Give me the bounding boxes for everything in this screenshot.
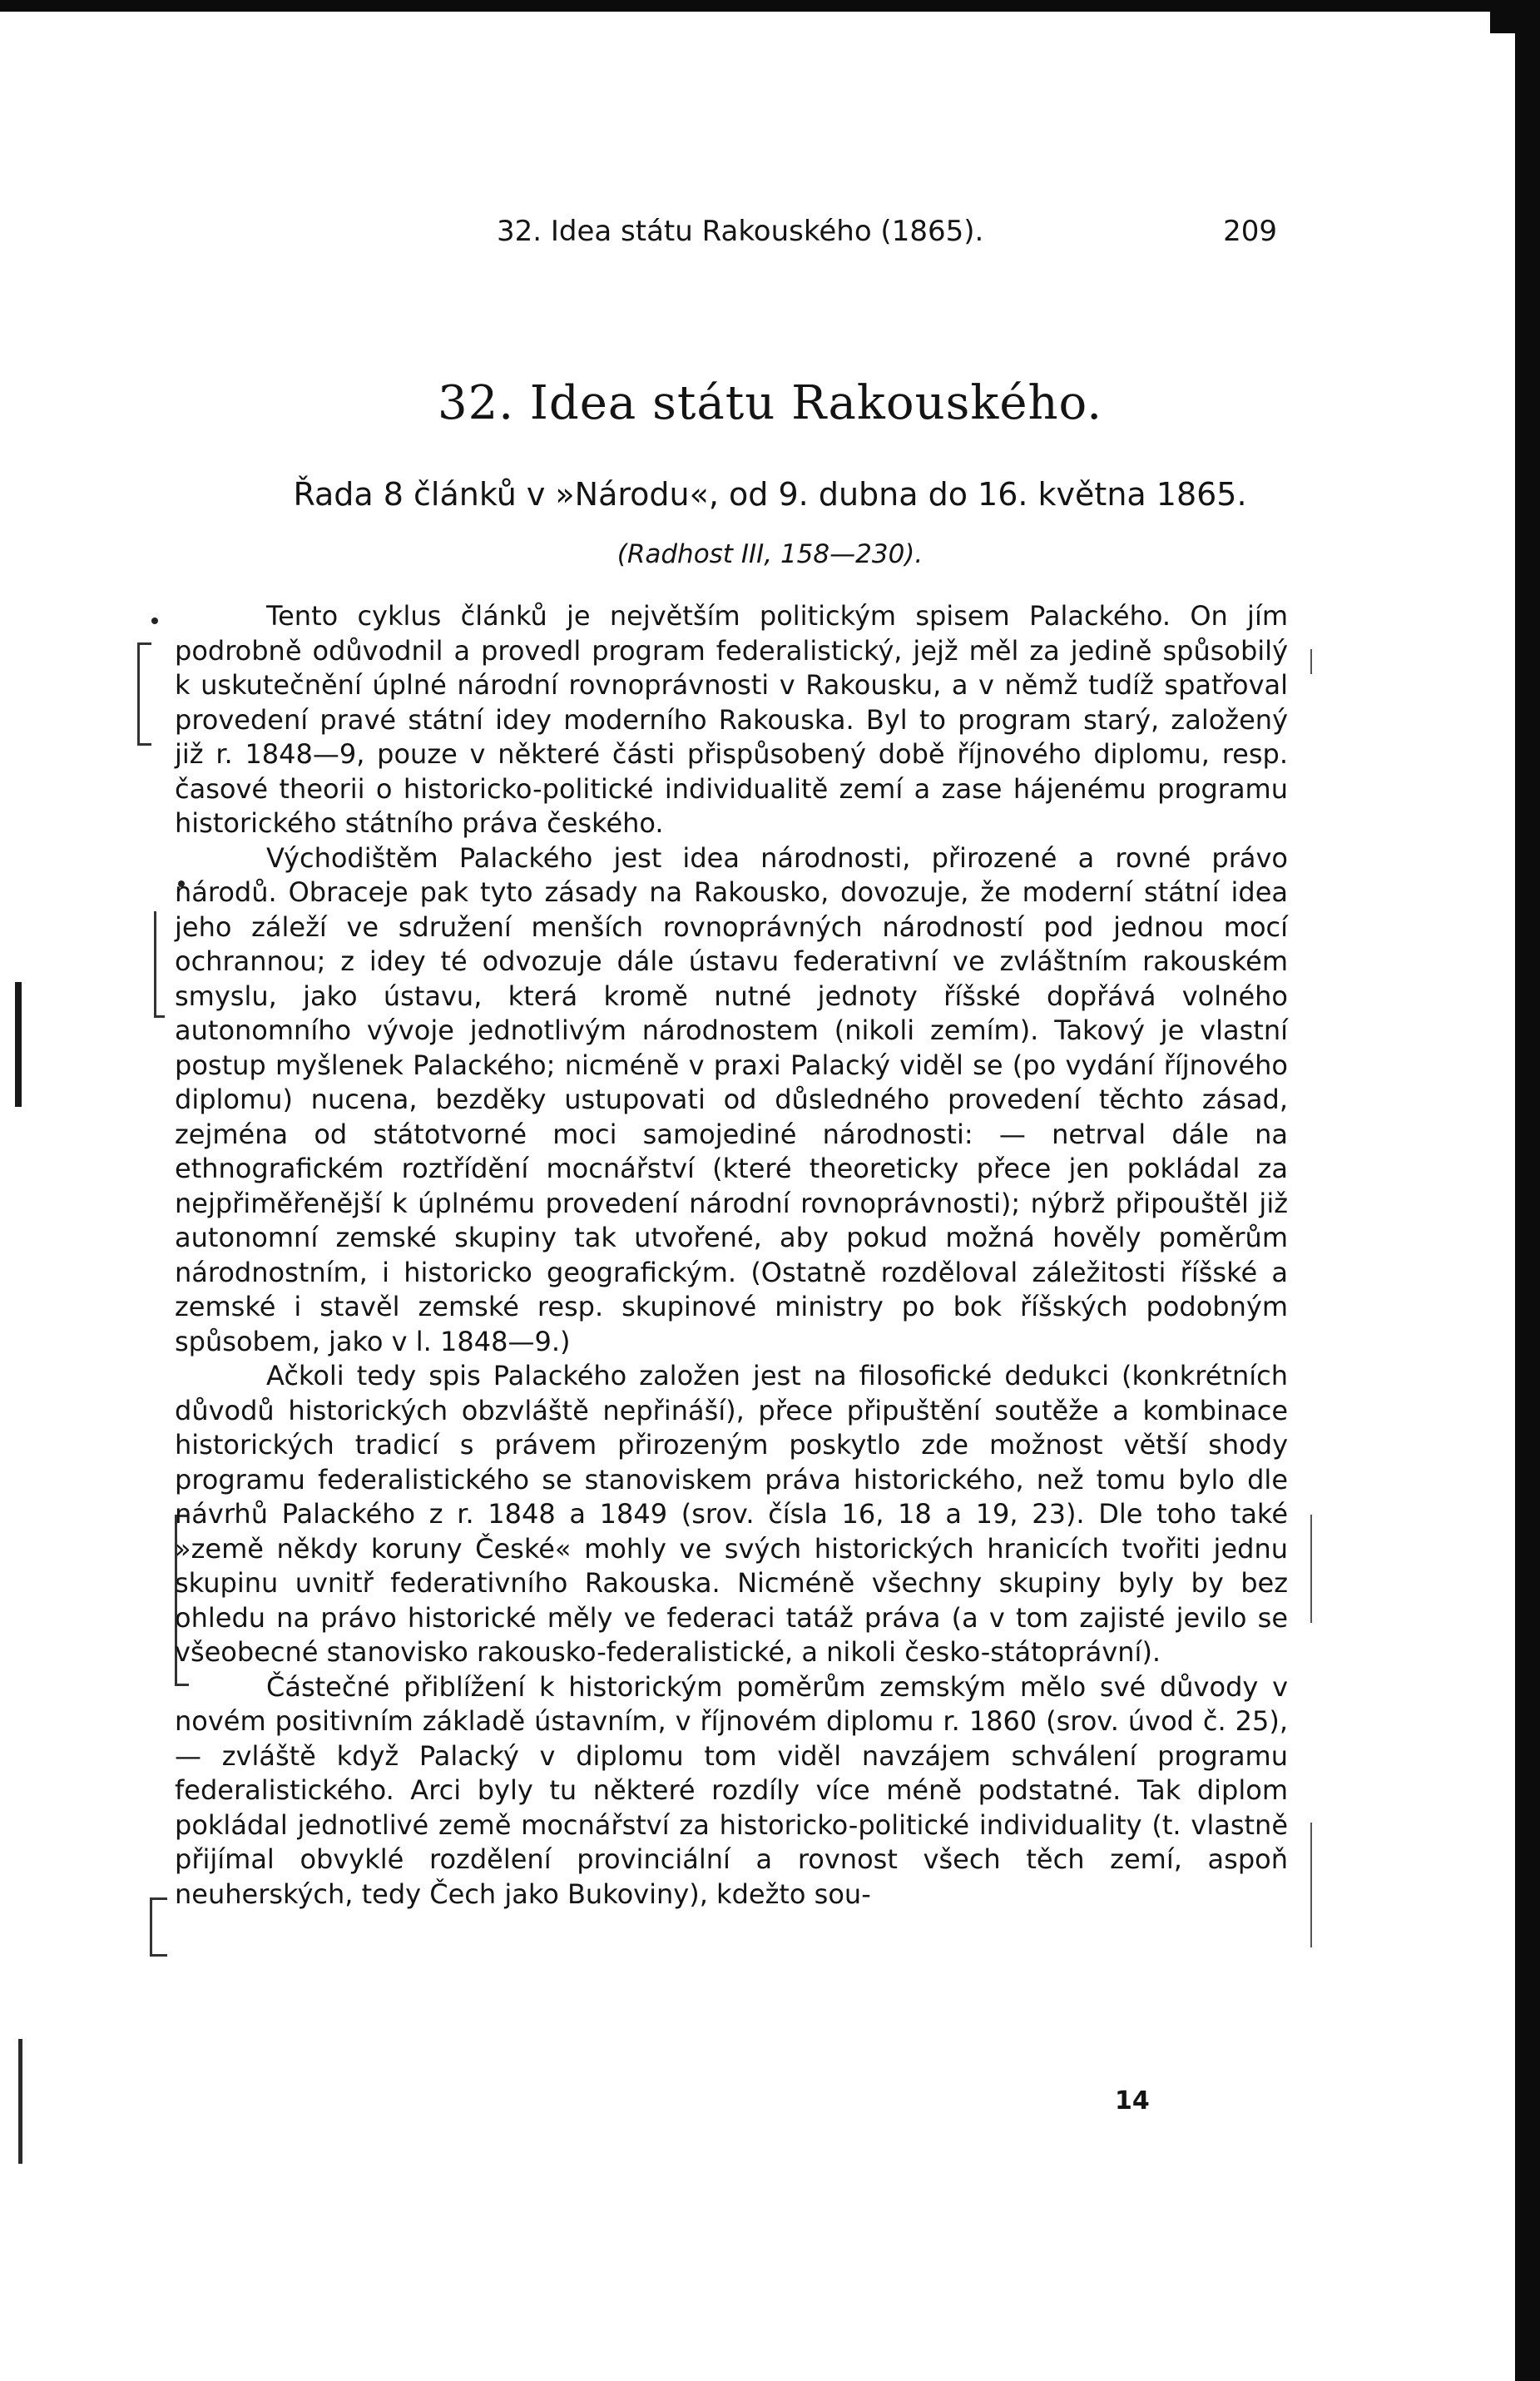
paragraph: Tento cyklus článků je největším politickým spisem Palackého. On jím podrobně odůvodnil a provedl program federalistický, jejž měl za jedině spůsobilý k uskutečnění úplné národní rovnoprávnosti v Rakousku, a v němž tudíž spatřoval provedení pravé státní idey moderního Rakouska. Byl to program starý, založený již r. 1848—9, pouze v některé části přispůsobený době říjnového diplomu, resp. časové theorii o historicko-politické individualitě zemí a zase hájenému programu historického státního práva českého. — [175, 600, 1288, 839]
paragraph: Částečné přiblížení k historickým poměrům zemským mělo své důvody v novém positivním základě ústavním, v říjnovém diplomu r. 1860 (srov. úvod č. 25), — zvláště když Palacký v diplomu tom viděl navzájem schválení programu federalistického. Arci byly tu některé rozdíly více méně podstatné. Tak diplom pokládal jednotlivé země mocnářství za historicko-politické individuality (t. vlastně přijímal obvyklé rozdělení provinciální a rovnost všech těch zemí, aspoň neuherských, tedy Čech jako Bukoviny), kdežto sou- — [175, 1670, 1288, 1910]
binding-shadow-lower — [18, 2039, 22, 2164]
paragraph: Ačkoli tedy spis Palackého založen jest na filosofické dedukci (konkrétních důvodů historických obzvláště nepřináší), přece připuštění soutěže a kombinace historických tradicí s právem přirozeným poskytlo zde možnost větší shody programu federalistického se stanoviskem práva historického, než tomu bylo dle návrhů Palackého z r. 1848 a 1849 (srov. čísla 16, 18 a 19, 23). Dle toho také »země někdy koruny České« mohly ve svých historických hranicích tvořiti jednu skupinu uvnitř federativního Rakouska. Nicméně všechny skupiny byly by bez ohledu na právo historické měly ve federaci tatáž práva (a v tom zajisté jevilo se všeobecné stanovisko rakousko-federalistické, a nikoli česko-státoprávní). — [175, 1360, 1288, 1668]
margin-bracket — [137, 642, 151, 746]
signature-mark: 14 — [1115, 2086, 1150, 2116]
binding-shadow — [15, 982, 22, 1107]
paragraph: Východištěm Palackého jest idea národnosti, přirozené a rovné právo národů. Obraceje pak tyto zásady na Rakousko, dovozuje, že moderní státní idea jeho záleží ve sdružení menších rovnoprávných národností pod jednou mocí ochrannou; z idey té odvozuje dále ústavu federativní ve zvláštním rakouském smyslu, jako ústavu, která kromě nutné jednoty říšské dopřává volného autonomního vývoje jednotlivým národnostem (nikoli zemím). Takový je vlastní postup myšlenek Palackého; nicméně v praxi Palacký viděl se (po vydání říjnového diplomu) nucena, bezděky ustupovati od důsledného provedení těchto zásad, zejména od státotvorné moci samojediné národnosti: — netrval dále na ethnografickém roztřídění mocnářství (které theoreticky přece jen pokládal za nejpřiměřenější k úplnému provedení národní rovnoprávnosti); nýbrž připouštěl již autonomní zemské skupiny tak utvořené, aby pokud možná hověly poměrům národnostním, i historicko geografickým. (Ostatně rozděloval záležitosti říšské a zemské i stavěl zemské resp. skupinové ministry po bok říšských podobným spůsobem, jako v l. 1848—9.) — [175, 841, 1288, 1357]
margin-bracket — [154, 911, 165, 1018]
scan-border-right — [1515, 0, 1540, 2381]
running-header — [497, 215, 1277, 256]
margin-tick — [1310, 649, 1312, 674]
chapter-subtitle: Řada 8 článků v »Národu«, od 9. dubna do 16. května 1865. — [293, 476, 1247, 513]
chapter-title: 32. Idea státu Rakouského. — [437, 376, 1103, 430]
margin-bracket — [150, 1897, 167, 1957]
margin-dot — [151, 618, 158, 624]
margin-tick — [1310, 1823, 1312, 1947]
scan-border-corner — [1490, 0, 1540, 33]
page-number: 209 — [1223, 215, 1277, 248]
scan-border-top — [0, 0, 1540, 12]
margin-tick — [1310, 1515, 1312, 1623]
body-text — [175, 599, 1288, 1912]
chapter-source: (Radhost III, 158—230). — [616, 539, 924, 569]
header-title: 32. Idea státu Rakouského (1865). — [497, 215, 984, 248]
